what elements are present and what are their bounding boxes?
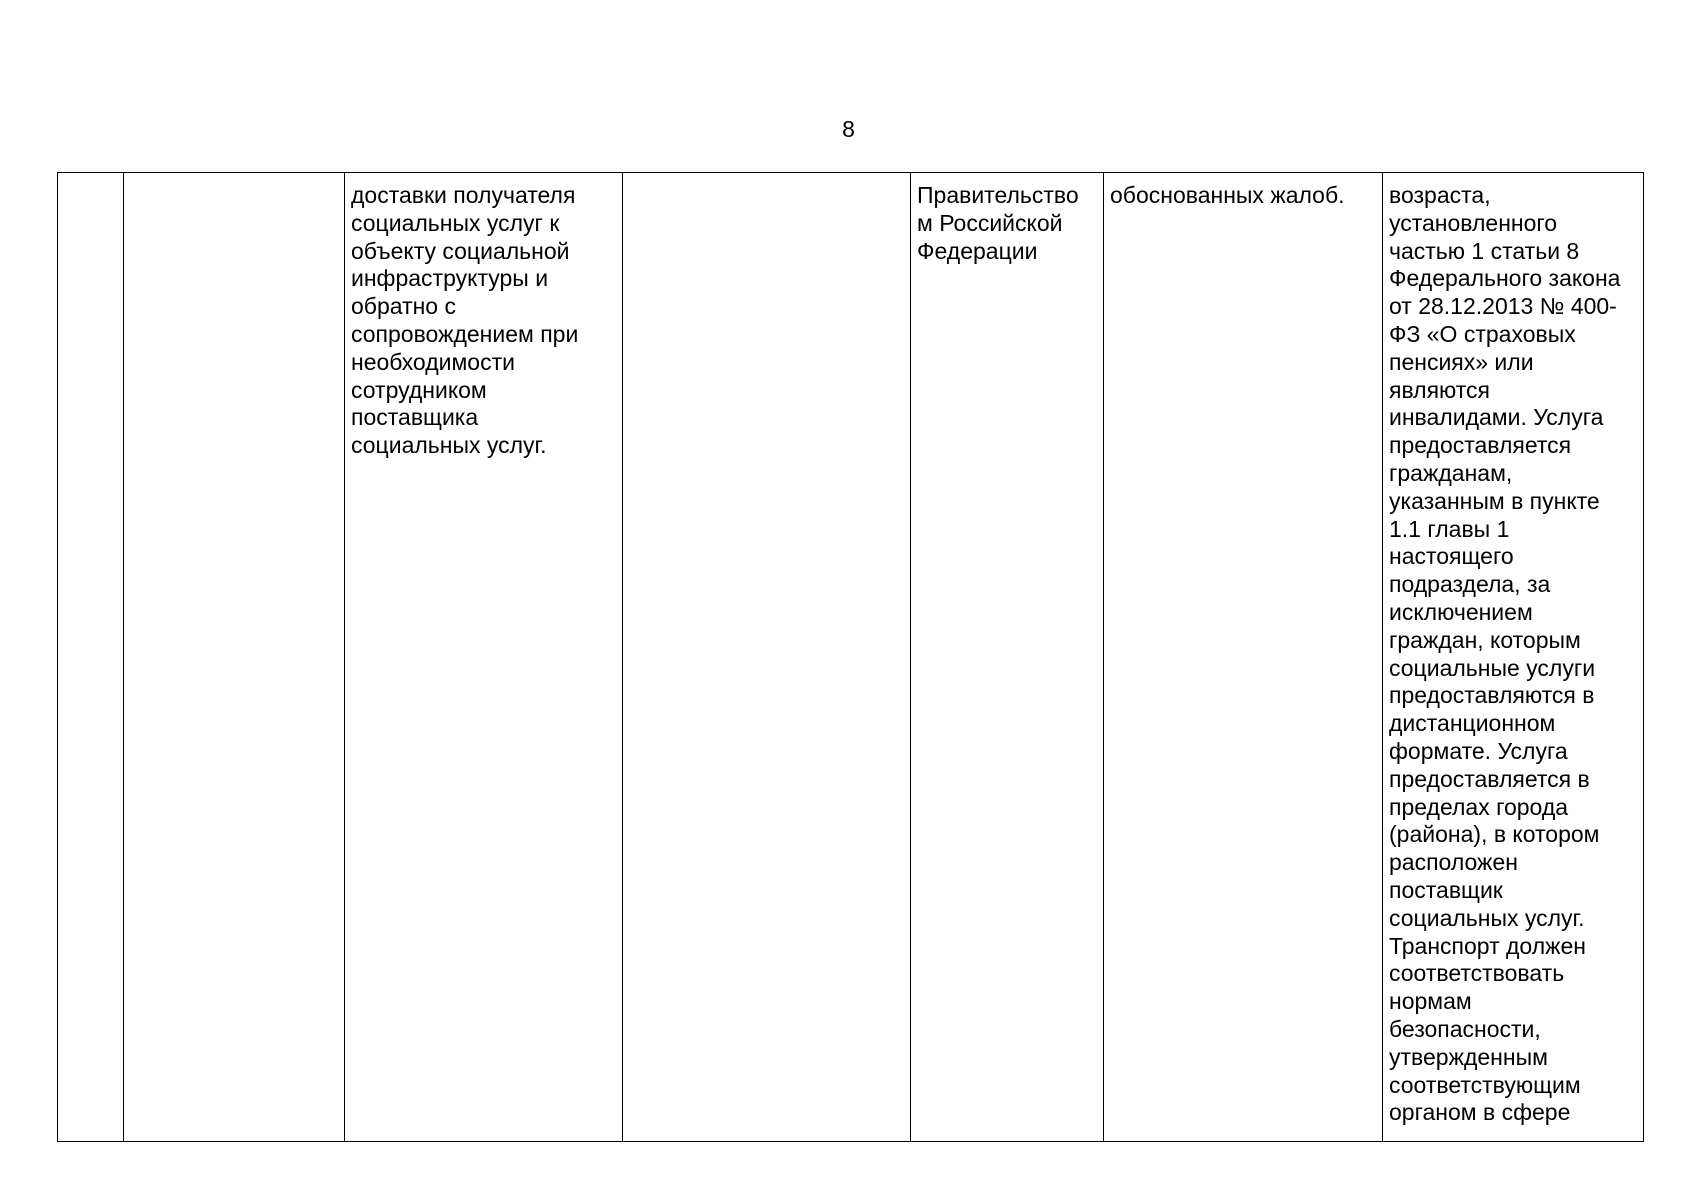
table-cell-normative: Правительство м Российской Федерации: [911, 173, 1104, 1142]
page-number: 8: [842, 116, 855, 142]
table-cell-service-description: доставки получателя социальных услуг к объекту социальной инфраструктуры и обратно с сопровождением при необходимости сотрудником поставщика социальных услуг.: [345, 173, 623, 1142]
table-cell-timeframe: [623, 173, 911, 1142]
document-table: [57, 172, 1644, 1142]
table-cell-conditions: возраста, установленного частью 1 статьи 8 Федерального закона от 28.12.2013 № 400- ФЗ «О страховых пенсиях» или являются инвалидами. Услуга предоставляется гражданам, указанным в пункте 1.1 главы 1 настоящего подраздела, за исключением граждан, которым социальные услуги предоставляются в дистанционном формате. Услуга предоставляется в пределах города (района), в котором расположен поставщик социальных услуг. Транспорт должен соответствовать нормам безопасности, утвержденным соответствующим органом в сфере: [1383, 173, 1644, 1142]
table-cell-service-name: [124, 173, 345, 1142]
table-cell-quality-indicators: обоснованных жалоб.: [1104, 173, 1383, 1142]
table-row: [58, 173, 1644, 1142]
table-cell-number: [58, 173, 124, 1142]
